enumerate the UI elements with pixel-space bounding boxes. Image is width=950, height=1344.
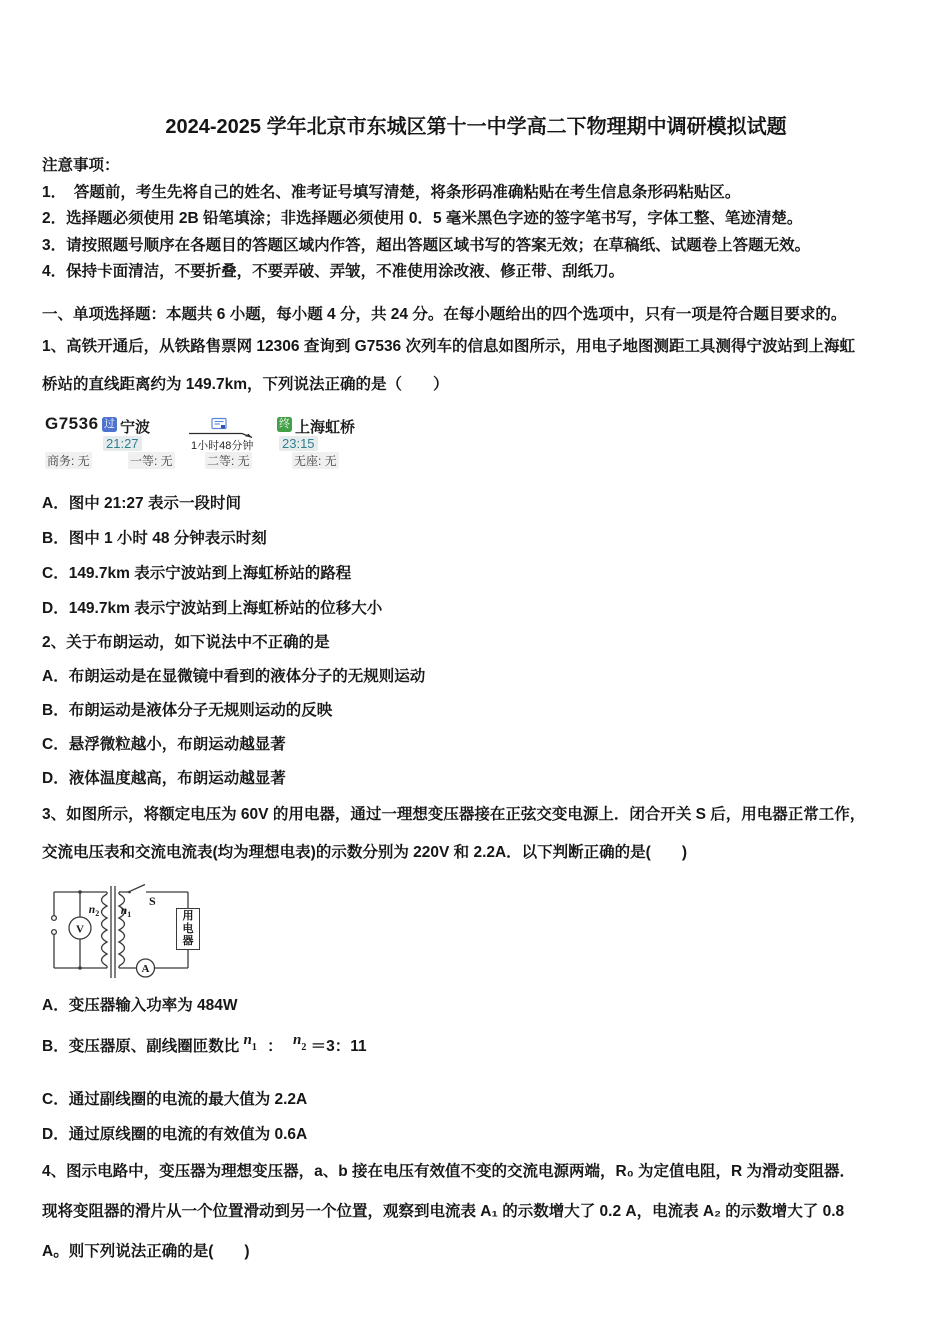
terminal-icon [52, 916, 57, 921]
coil-n2-icon [102, 894, 108, 966]
q4-stem-line-2: 现将变阻器的滑片从一个位置滑动到另一个位置，观察到电流表 A₁ 的示数增大了 0.2 A，电流表 A₂ 的示数增大了 0.8 [42, 1203, 845, 1220]
q4-stem-line-3: A。则下列说法正确的是( ) [42, 1243, 250, 1260]
ammeter-label: A [141, 963, 150, 975]
q1-option-a: A．图中 21:27 表示一段时间 [42, 495, 241, 512]
load-appliance-label: 用电器 [182, 910, 194, 948]
coil-n2-label: $n_2$ [88, 904, 100, 918]
notice-item-2: 2．选择题必须使用 2B 铅笔填涂；非选择题必须使用 0．5 毫米黑色字迹的签字笔书写，字体工整、笔迹清楚。 [42, 210, 803, 227]
q1-option-d: D．149.7km 表示宁波站到上海虹桥站的位移大小 [42, 600, 383, 617]
question-4-stem [42, 1152, 910, 1272]
q2-option-c: C．悬浮微粒越小，布朗运动越显著 [42, 736, 286, 753]
depart-time: 21:27 [103, 436, 142, 451]
seat-business: 商务: 无 [47, 454, 90, 468]
section-heading: 一、单项选择题：本题共 6 小题，每小题 4 分，共 24 分。在每小题给出的四个选项中，只有一项是符合题目要求的。 [42, 305, 847, 323]
load-appliance-box [176, 908, 200, 950]
question-2-stem: 2、关于布朗运动，如下说法中不正确的是 [42, 634, 330, 651]
ratio-n2-math: $n_2$ [293, 1032, 307, 1053]
question-3-stem [42, 796, 910, 872]
q3-option-c: C．通过副线圈的电流的最大值为 2.2A [42, 1091, 308, 1108]
ratio-n1-math: $n_1$ [243, 1032, 257, 1053]
notice-item-1: 1． 答题前，考生先将自己的姓名、准考证号填写清楚，将条形码准确粘贴在考生信息条形码粘贴区。 [42, 183, 741, 201]
question-1-stem [42, 328, 910, 404]
seat-second-class: 二等: 无 [207, 454, 250, 468]
voltmeter-label: V [76, 923, 84, 936]
terminal-icon [52, 930, 57, 935]
q3-option-b-suffix: ＝3：11 [310, 1038, 367, 1055]
arrive-time: 23:15 [279, 436, 318, 451]
q3-option-b-prefix: B．变压器原、副线圈匝数比 [42, 1038, 240, 1055]
q3-stem-line-1: 3、如图所示，将额定电压为 60V 的用电器，通过一理想变压器接在正弦交变电源上．闭合开关 S 后，用电器正常工作， [42, 806, 866, 823]
q1-stem-line-1: 1、高铁开通后，从铁路售票网 12306 查询到 G7536 次列车的信息如图所示，用电子地图测距工具测得宁波站到上海虹 [42, 338, 855, 355]
question-2-options [42, 660, 910, 796]
question-3-options [42, 988, 910, 1152]
q2-option-b: B．布朗运动是液体分子无规则运动的反映 [42, 702, 333, 719]
q2-option-d: D．液体温度越高，布朗运动越显著 [42, 770, 286, 787]
depart-station: 宁波 [120, 419, 151, 436]
q3-stem-line-2: 交流电压表和交流电流表(均为理想电表)的示数分别为 220V 和 2.2A．以下判断正确的是( ) [42, 844, 688, 861]
q4-stem-line-1: 4、图示电路中，变压器为理想变压器，a、b 接在电压有效值不变的交流电源两端，R₀ 为定值电阻，R 为滑动变阻器． [42, 1163, 856, 1180]
q3-option-a: A．变压器输入功率为 484W [42, 997, 238, 1014]
ratio-colon: ： [267, 1038, 283, 1055]
notice-item-3: 3．请按照题号顺序在各题目的答题区域内作答，超出答题区域书写的答案无效；在草稿纸、试题卷上答题无效。 [42, 236, 811, 254]
q3-option-b [42, 1029, 910, 1070]
train-number: G7536 [45, 414, 99, 433]
q3-option-d: D．通过原线圈的电流的有效值为 0.6A [42, 1126, 308, 1143]
notice-section [42, 153, 910, 286]
q1-option-c: C．149.7km 表示宁波站到上海虹桥站的路程 [42, 565, 352, 582]
transformer-circuit-figure [45, 882, 215, 982]
question-1-options [42, 486, 910, 626]
q1-stem-line-2: 桥站的直线距离约为 149.7km，下列说法正确的是（ ） [42, 376, 449, 393]
pass-station-badge: 过 [104, 418, 115, 430]
notice-heading: 注意事项： [42, 157, 120, 174]
coil-n1-label: $n_1$ [120, 905, 132, 919]
notice-item-4: 4．保持卡面清洁，不要折叠，不要弄破、弄皱，不准使用涂改液、修正带、刮纸刀。 [42, 263, 625, 280]
seat-first-class: 一等: 无 [130, 454, 173, 468]
page-title: 2024-2025 学年北京市东城区第十一中学高二下物理期中调研模拟试题 [165, 116, 787, 138]
q2-option-a: A．布朗运动是在显微镜中看到的液体分子的无规则运动 [42, 668, 426, 685]
switch-icon [131, 885, 146, 892]
train-info-figure [45, 410, 405, 468]
arrive-station: 上海虹桥 [295, 419, 356, 436]
seat-no-seat: 无座: 无 [294, 454, 337, 468]
switch-label: S [149, 894, 156, 908]
terminal-station-badge: 终 [279, 418, 290, 430]
q1-option-b: B．图中 1 小时 48 分钟表示时刻 [42, 530, 267, 547]
trip-duration: 1小时48分钟 [191, 440, 254, 452]
